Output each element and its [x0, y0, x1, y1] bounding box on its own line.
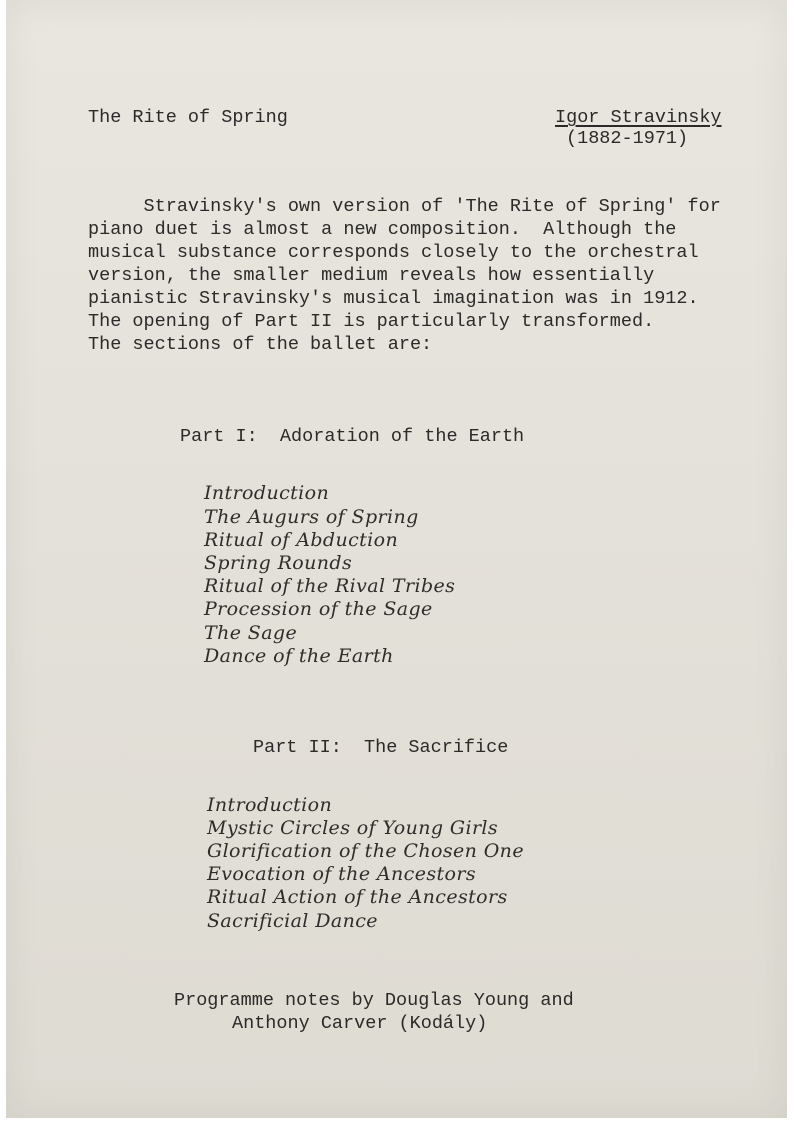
part2-heading: Part II: The Sacrifice [253, 737, 509, 758]
list-item: Ritual Action of the Ancestors [207, 886, 508, 908]
intro-line: pianistic Stravinsky's musical imagination was in 1912. [88, 288, 699, 309]
list-item: Ritual of Abduction [204, 529, 399, 551]
intro-line: The sections of the ballet are: [88, 334, 433, 355]
intro-line: musical substance corresponds closely to the orchestral [88, 242, 699, 263]
piece-title: The Rite of Spring [88, 107, 288, 128]
intro-line: piano duet is almost a new composition. Although the [88, 219, 677, 240]
list-item: Ritual of the Rival Tribes [204, 575, 456, 597]
credits-line-1: Programme notes by Douglas Young and [174, 990, 574, 1011]
list-item: Procession of the Sage [204, 598, 433, 620]
list-item: Mystic Circles of Young Girls [207, 817, 499, 839]
list-item: Introduction [207, 794, 333, 816]
list-item: Evocation of the Ancestors [207, 863, 477, 885]
list-item: Glorification of the Chosen One [207, 840, 524, 862]
list-item: Introduction [204, 482, 330, 504]
composer-dates: (1882-1971) [566, 128, 689, 149]
list-item: Spring Rounds [204, 552, 353, 574]
credits-line-2: Anthony Carver (Kodály) [232, 1013, 488, 1034]
list-item: The Sage [204, 622, 298, 644]
intro-line: The opening of Part II is particularly transformed. [88, 311, 655, 332]
part1-heading: Part I: Adoration of the Earth [180, 426, 525, 447]
intro-line: version, the smaller medium reveals how essentially [88, 265, 655, 286]
list-item: Dance of the Earth [204, 645, 394, 667]
list-item: The Augurs of Spring [204, 506, 419, 528]
list-item: Sacrificial Dance [207, 910, 378, 932]
composer-name: Igor Stravinsky [555, 107, 722, 128]
intro-line: Stravinsky's own version of 'The Rite of Spring' for [88, 196, 721, 217]
